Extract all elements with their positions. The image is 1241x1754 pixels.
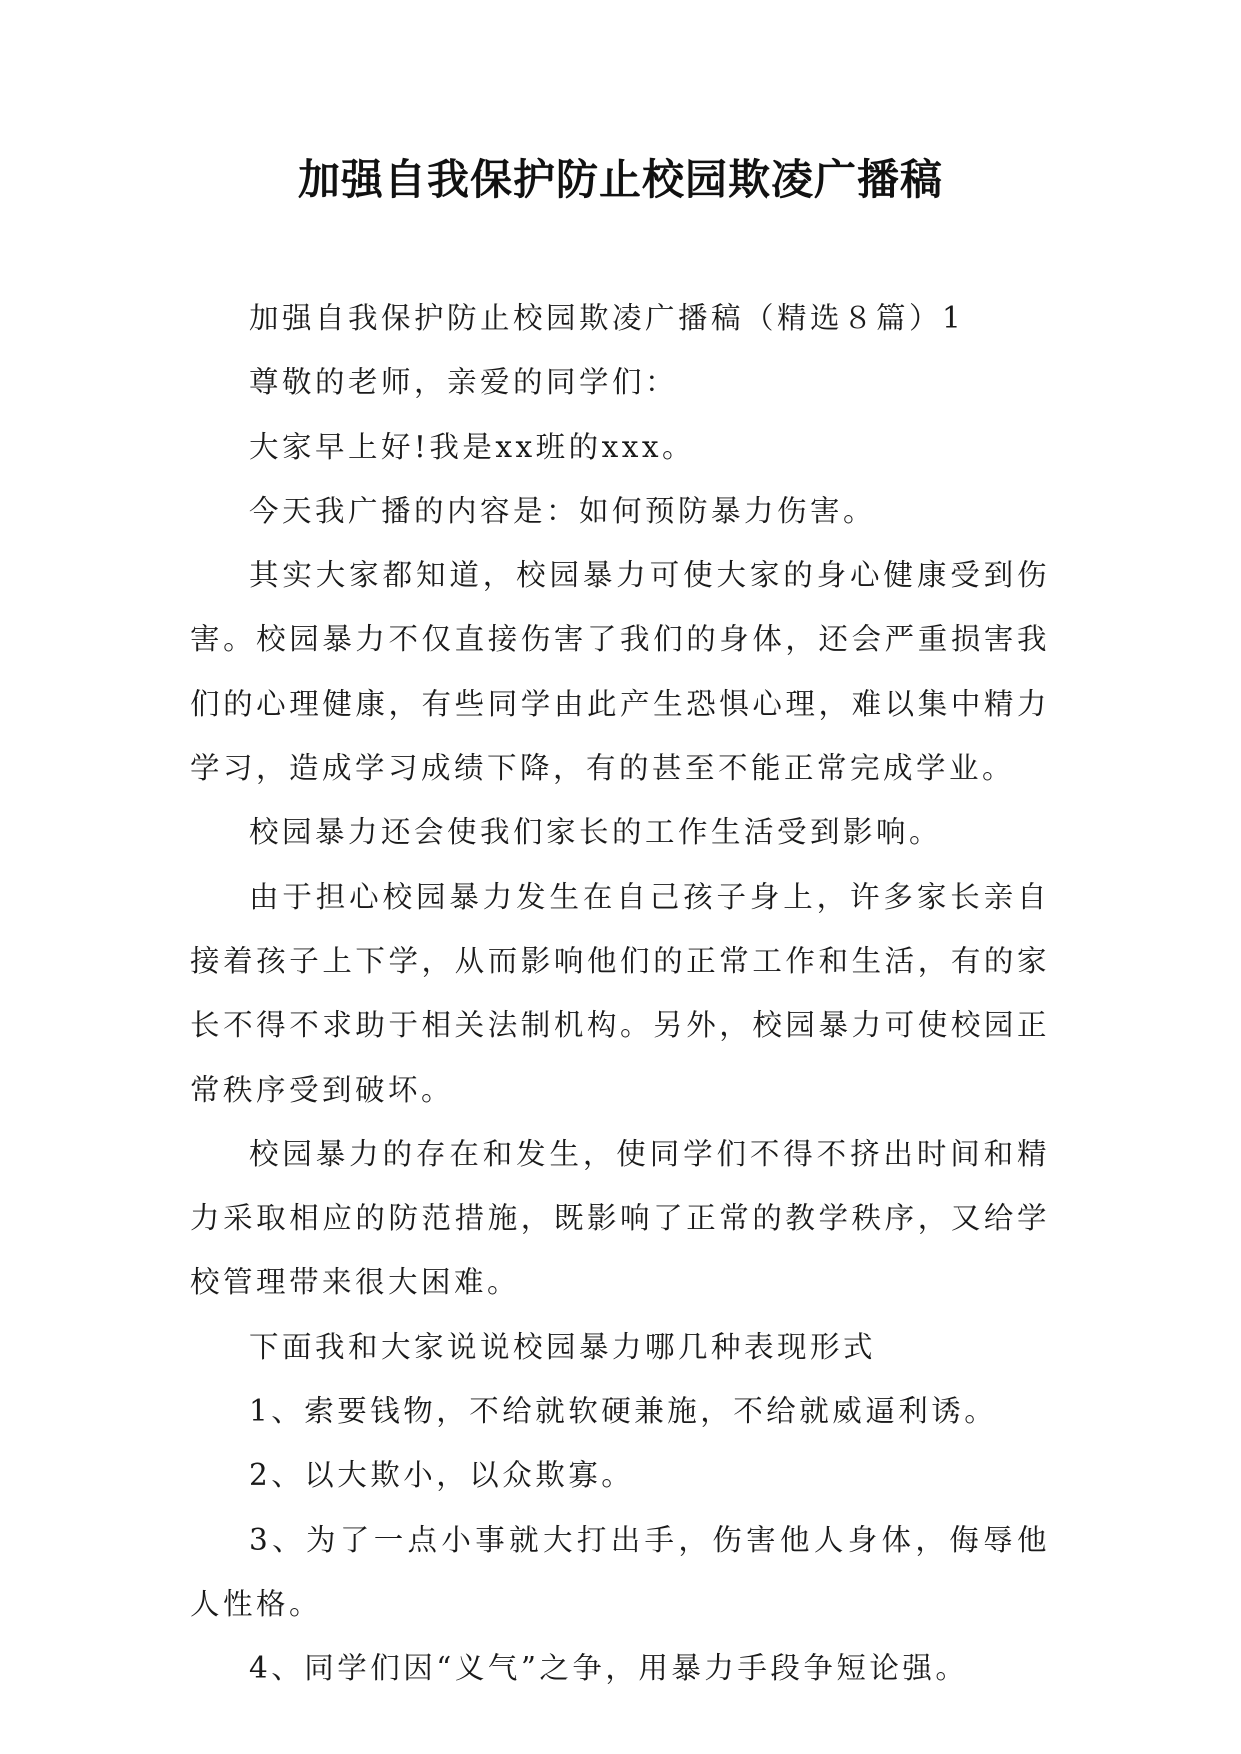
document-body [190,286,1050,1701]
paragraph-body: 由于担心校园暴力发生在自己孩子身上，许多家长亲自接着孩子上下学，从而影响他们的正常工作和生活，有的家长不得不求助于相关法制机构。另外，校园暴力可使校园正常秩序受到破坏。 [190,879,1050,1107]
paragraph-body: 其实大家都知道，校园暴力可使大家的身心健康受到伤害。校园暴力不仅直接伤害了我们的身体，还会严重损害我们的心理健康，有些同学由此产生恐惧心理，难以集中精力学习，造成学习成绩下降，有的甚至不能正常完成学业。 [190,558,1050,786]
list-item: 3、为了一点小事就大打出手，伤害他人身体，侮辱他人性格。 [190,1522,1050,1621]
paragraph-greeting: 尊敬的老师，亲爱的同学们： [249,365,679,400]
list-item: 1、索要钱物，不给就软硬兼施，不给就威逼利诱。 [249,1394,998,1429]
paragraph-body: 校园暴力的存在和发生，使同学们不得不挤出时间和精力采取相应的防范措施，既影响了正常的教学秩序，又给学校管理带来很大困难。 [190,1136,1050,1300]
paragraph-intro: 大家早上好!我是xx班的xxx。 [249,429,696,464]
document-title: 加强自我保护防止校园欺凌广播稿 [297,155,943,204]
list-item: 4、同学们因“义气”之争，用暴力手段争短论强。 [249,1651,969,1686]
paragraph-topic: 今天我广播的内容是：如何预防暴力伤害。 [249,493,877,528]
paragraph-body: 校园暴力还会使我们家长的工作生活受到影响。 [249,815,943,850]
list-item: 2、以大欺小，以众欺寡。 [249,1458,635,1493]
paragraph-body: 下面我和大家说说校园暴力哪几种表现形式 [249,1329,877,1364]
paragraph-heading: 加强自我保护防止校园欺凌广播稿（精选８篇）1 [249,301,965,335]
